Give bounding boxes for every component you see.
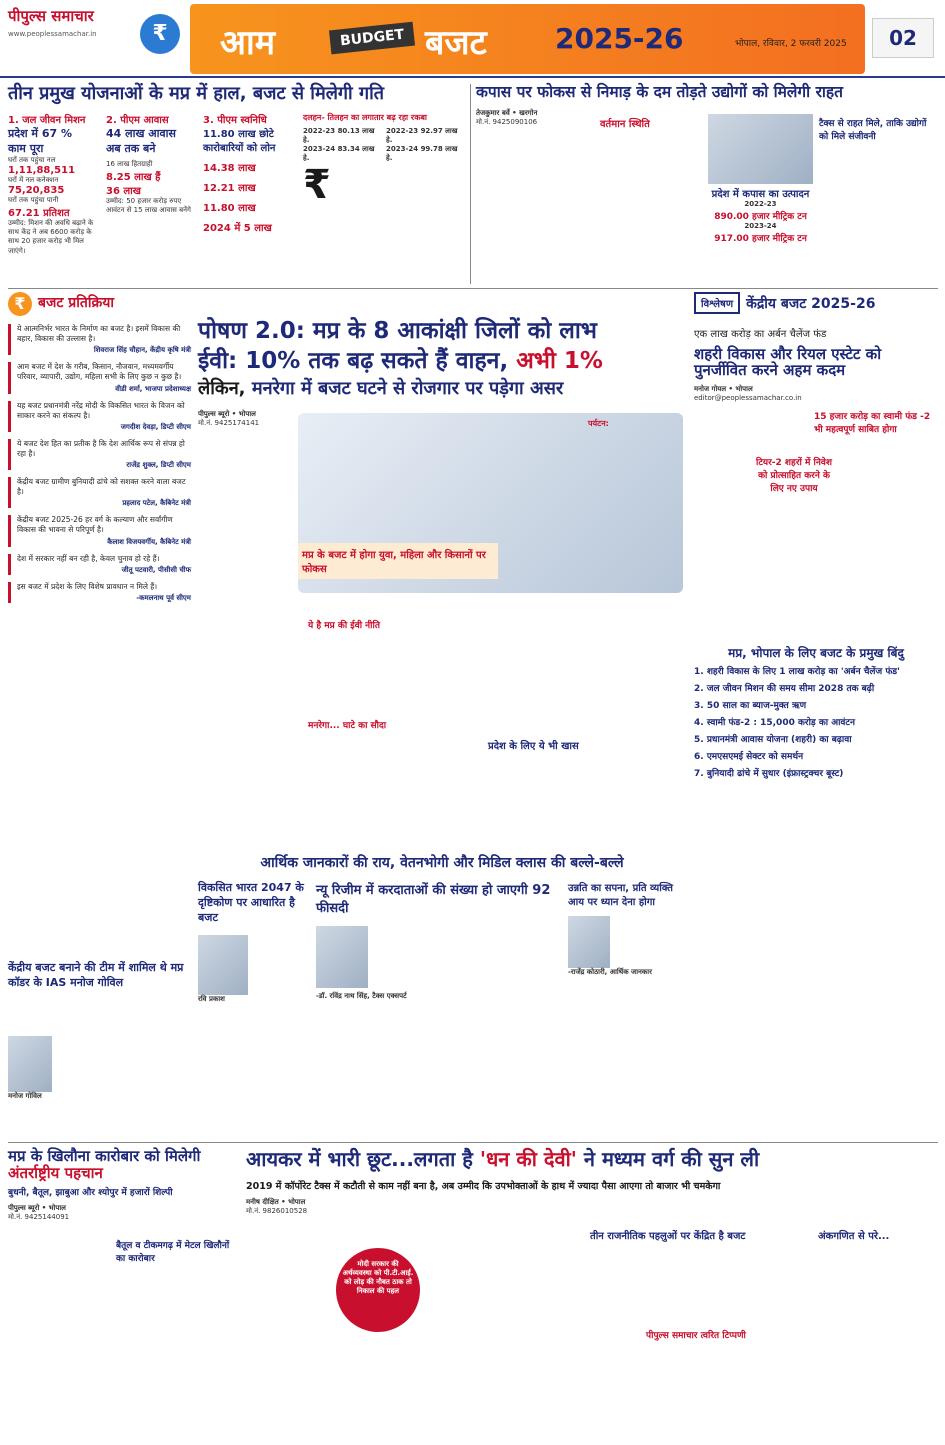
ev-policy-title: ये है मप्र की ईवी नीति: [308, 621, 380, 631]
cotton-section: [476, 84, 938, 284]
cotton-headline: कपास पर फोकस से निमाड़ के दम तोड़ते उद्योगों को मिलेगी राहत: [476, 83, 843, 101]
reaction-item: आम बजट में देश के गरीब, किसान, नौजवान, मध्यमवर्गीय परिवार, व्यापारी, उद्योग, महिला सभी के लिए कुछ न कुछ है। वीडी शर्मा, भाजपा प्रदेशाध्यक्ष: [8, 362, 191, 393]
analysis-headline: शहरी विकास और रियल एस्टेट को पुनर्जीवित करने अहम कदम: [694, 344, 882, 379]
toys-deck: बुधनी, बैतूल, झाबुआ और श्योपुर में हजारों शिल्पी: [8, 1188, 173, 1198]
toys-headline-2: अंतर्राष्ट्रीय पहचान: [8, 1163, 103, 1182]
reaction-item: ये आत्मनिर्भर भारत के निर्माण का बजट है। इसमें विकास की बहार, विकास की उल्लास है। शिवराज सिंह चौहान, केंद्रीय कृषि मंत्री: [8, 324, 191, 355]
cotton-production-box: प्रदेश में कपास का उत्पादन 2022-23 890.00 हजार मीट्रिक टन 2023-24 917.00 हजार मीट्रिक टन: [711, 189, 810, 245]
ias-headline: केंद्रीय बजट बनाने की टीम में शामिल थे मप्र कॉडर के IAS मनोज गोविल: [8, 961, 184, 989]
toys-mobile: मो.नं. 9425144091: [8, 1213, 70, 1222]
reaction-item: यह बजट प्रधानमंत्री नरेंद्र मोदी के विकसित भारत के विजन को साकार करने का संकल्प है। जगदीश देवड़ा, डिप्टी सीएम: [8, 401, 191, 432]
rupee-icon: ₹: [140, 14, 180, 54]
page-number: 02: [872, 18, 934, 58]
lead-story: [198, 318, 686, 848]
reaction-item: इस बजट में प्रदेश के लिए विशेष प्रावधान न मिले हैं। -कमलनाथ पूर्व सीएम: [8, 582, 191, 603]
tourism-tag: पर्यटन:: [588, 419, 609, 428]
scheme-col-2: 2. पीएम आवास 44 लाख आवास अब तक बने 16 लाख हितग्राही 8.25 लाख हैं 36 लाख उम्मीद: 50 हजार करोड़ रुपए आवंटन से 15 लाख आवास बनेंगे: [106, 115, 191, 215]
reaction-item: ये बजट देश हित का प्रतीक है कि देश आर्थिक रूप से संपन्न हो रहा है। राजेंद्र शुक्ल, डिप्टी सीएम: [8, 439, 191, 470]
analysis-byline: मनोज गोयल • भोपाल: [694, 384, 753, 393]
reaction-item: केंद्रीय बजट 2025-26 हर वर्ग के कल्याण और सर्वांगीण विकास की भावना से परिपूर्ण है। कैलाश विजयवर्गीय, कैबिनेट मंत्री: [8, 515, 191, 546]
experts-section: [198, 880, 686, 1040]
schemes-headline: तीन प्रमुख योजनाओं के मप्र में हाल, बजट से मिलेगी गति: [8, 83, 385, 104]
youth-box: मप्र के बजट में होगा युवा, महिला और किसानों पर फोकस: [298, 543, 498, 579]
banner-word2: बजट: [425, 23, 487, 63]
analysis-tag: विश्लेषण: [694, 292, 740, 314]
analysis-callout-1: 15 हजार करोड़ का स्वामी फंड -2 भी महत्वपूर्ण साबित होगा: [814, 411, 931, 435]
lead-headline-2: ईवी: 10% तक बढ़ सकते हैं वाहन, अभी 1%: [198, 348, 603, 375]
scheme-col-3: 3. पीएम स्वनिधि 11.80 लाख छोटे कारोबारियों को लोन 14.38 लाख 12.21 लाख 11.80 लाख 2024 में 5 लाख: [203, 115, 276, 234]
dalhan-tilhan-box: दलहन- तिलहन का लगातार बढ़ रहा रकबा 2022-23 80.13 लाख हे. 2023-24 83.34 लाख हे. 2022-23 92.97 लाख हे. 2023-24 99.78 लाख हे. ₹: [303, 113, 458, 208]
toys-section: [8, 1148, 238, 1438]
expert-col-3: उन्नति का सपना, प्रति व्यक्ति आय पर ध्यान देना होगा -राजेंद्र कोठारी, आर्थिक जानकार: [568, 883, 673, 976]
site-url[interactable]: www.peoplessamachar.in: [8, 30, 97, 38]
analysis-callout-2: टियर-2 शहरों में निवेश को प्रोत्साहित करने के लिए नए उपाय: [756, 457, 832, 494]
cotton-right-head: टैक्स से राहत मिले, ताकि उद्योगों को मिले संजीवनी: [819, 119, 927, 142]
banner-word1: आम: [220, 23, 276, 63]
expert-col-1: विकसित भारत 2047 के दृष्टिकोण पर आधारित है बजट रवि प्रकाश: [198, 881, 304, 1003]
income-tax-deck: 2019 में कॉर्पोरेट टैक्स में कटौती से काम नहीं बना है, अब उम्मीद कि उपभोक्ताओं के हाथ में ज्यादा पैसा आएगा तो बाजार भी चमकेगा: [246, 1181, 721, 1192]
analysis-points: मप्र, भोपाल के लिए बजट के प्रमुख बिंदु 1. शहरी विकास के लिए 1 लाख करोड़ का 'अर्बन चैलेंज फंड' 2. जल जीवन मिशन की समय सीमा 2028 तक बढ़ी 3. 50 साल का ब्याज-मुक्त ऋण 4. स्वामी फंड-2 : 15,000 करोड़ का आवंटन 5. प्रधानमंत्री आवास योजना (शहरी) का बढ़ावा 6. एमएसएमई सेक्टर को समर्थन 7. बुनियादी ढांचे में सुधार (इंफ्रास्ट्रक्चर बूस्ट): [694, 646, 904, 780]
analysis-title: केंद्रीय बजट 2025-26: [746, 295, 876, 312]
cotton-byline: तेजकुमार बर्वे • खरगोन: [476, 109, 538, 118]
masthead: [0, 0, 945, 78]
rupee-large-icon: ₹: [303, 162, 331, 208]
experts-banner: आर्थिक जानकारों की राय, वेतनभोगी और मिडिल क्लास की बल्ले-बल्ले: [260, 855, 624, 871]
analysis-column: [694, 292, 938, 952]
banner-year: 2025-26: [555, 22, 684, 55]
toys-byline: पीपुल्स ब्यूरो • भोपाल: [8, 1204, 66, 1212]
schemes-section: [8, 84, 463, 284]
hr-1: [8, 288, 938, 289]
income-tax-section: [246, 1148, 938, 1438]
state-special-title: प्रदेश के लिए ये भी खास: [488, 741, 579, 752]
reaction-item: केंद्रीय बजट ग्रामीण बुनियादी ढांचे को सशक्त करने वाला बजट है। प्रहलाद पटेल, कैबिनेट मंत्री: [8, 477, 191, 508]
expert-photo: [316, 926, 368, 988]
income-tax-circle: मोदी सरकार की अर्थव्यवस्था को पी.टी.आई. को लोड़ की नौबत ठाक तो निकाल की पहल: [336, 1248, 420, 1332]
analysis-deck: एक लाख करोड़ का अर्बन चैलेंज फंड: [694, 329, 827, 340]
income-tax-col4-title: अंकगणित से परे...: [818, 1231, 890, 1242]
mgnrega-title: मनरेगा... घाटे का सौदा: [308, 721, 387, 731]
expert-col-2: न्यू रिजीम में करदाताओं की संख्या हो जाएगी 92 फीसदी -डॉ. रविंद्र नाथ सिंह, टैक्स एक्सपर्ट: [316, 883, 551, 1000]
reaction-item: देश में सरकार नहीं बन रही है, केवल चुनाव हो रहे हैं। जीतू पटवारी, पीसीसी चीफ: [8, 554, 191, 575]
dateline: भोपाल, रविवार, 2 फरवरी 2025: [735, 39, 847, 49]
logo-text: पीपुल्स समाचार: [8, 7, 94, 25]
analysis-email[interactable]: editor@peoplessamachar.co.in: [694, 393, 802, 402]
income-tax-col3-label: पीपुल्स समाचार त्वरित टिप्पणी: [646, 1331, 746, 1341]
budget-banner: [190, 4, 865, 74]
expert-photo: [568, 916, 610, 968]
col-divider: [470, 84, 471, 284]
reactions-column: [8, 292, 191, 952]
ias-section: [8, 960, 191, 1135]
income-tax-col3-title: तीन राजनीतिक पहलुओं पर केंद्रित है बजट: [590, 1231, 746, 1242]
reactions-title: बजट प्रतिक्रिया: [38, 295, 115, 312]
ias-photo: [8, 1036, 52, 1092]
cotton-status-title: वर्तमान स्थिति: [600, 119, 650, 130]
lead-headline-3: लेकिन, मनरेगा में बजट घटने से रोजगार पर पड़ेगा असर: [198, 377, 564, 399]
ias-caption: मनोज गोविल: [8, 1092, 42, 1100]
income-tax-byline: मनीष दीक्षित • भोपाल: [246, 1198, 306, 1206]
income-tax-headline: आयकर में भारी छूट...लगता है 'धन की देवी' ने मध्यम वर्ग की सुन ली: [246, 1147, 760, 1171]
income-tax-mobile: मो.नं. 9826010528: [246, 1207, 308, 1216]
cotton-photo: [708, 114, 813, 184]
lead-byline: पीपुल्स ब्यूरो • भोपाल: [198, 409, 256, 418]
lead-headline-1: पोषण 2.0: मप्र के 8 आकांक्षी जिलों को लाभ: [198, 318, 597, 344]
scheme-col-1: 1. जल जीवन मिशन प्रदेश में 67 % काम पूरा घरों तक पहुंचा नल 1,11,88,511 घरों में नल कनेक्शन 75,20,835 घरों तक पहुंचा पानी 67.21 प्रतिशत उम्मीद: मिशन की अवधि बढ़ाने के साथ केंद्र ने अब 6600 करोड़ के साथ 20 हजार करोड़ भी मिल जाएंगे।: [8, 115, 94, 255]
lead-mobile: मो.नं. 9425174141: [198, 418, 260, 427]
rupee-bag-icon: ₹: [8, 292, 32, 316]
toys-headline-1: मप्र के खिलौना कारोबार को मिलेगी: [8, 1147, 201, 1165]
hr-2: [8, 1142, 938, 1143]
expert-photo: [198, 935, 248, 995]
budget-tag: BUDGET: [329, 22, 415, 55]
toys-sub: बैतूल व टीकमगढ़ में मेटल खिलौनों का कारोबार: [116, 1241, 230, 1264]
cotton-mobile: मो.नं. 9425090106: [476, 118, 538, 127]
